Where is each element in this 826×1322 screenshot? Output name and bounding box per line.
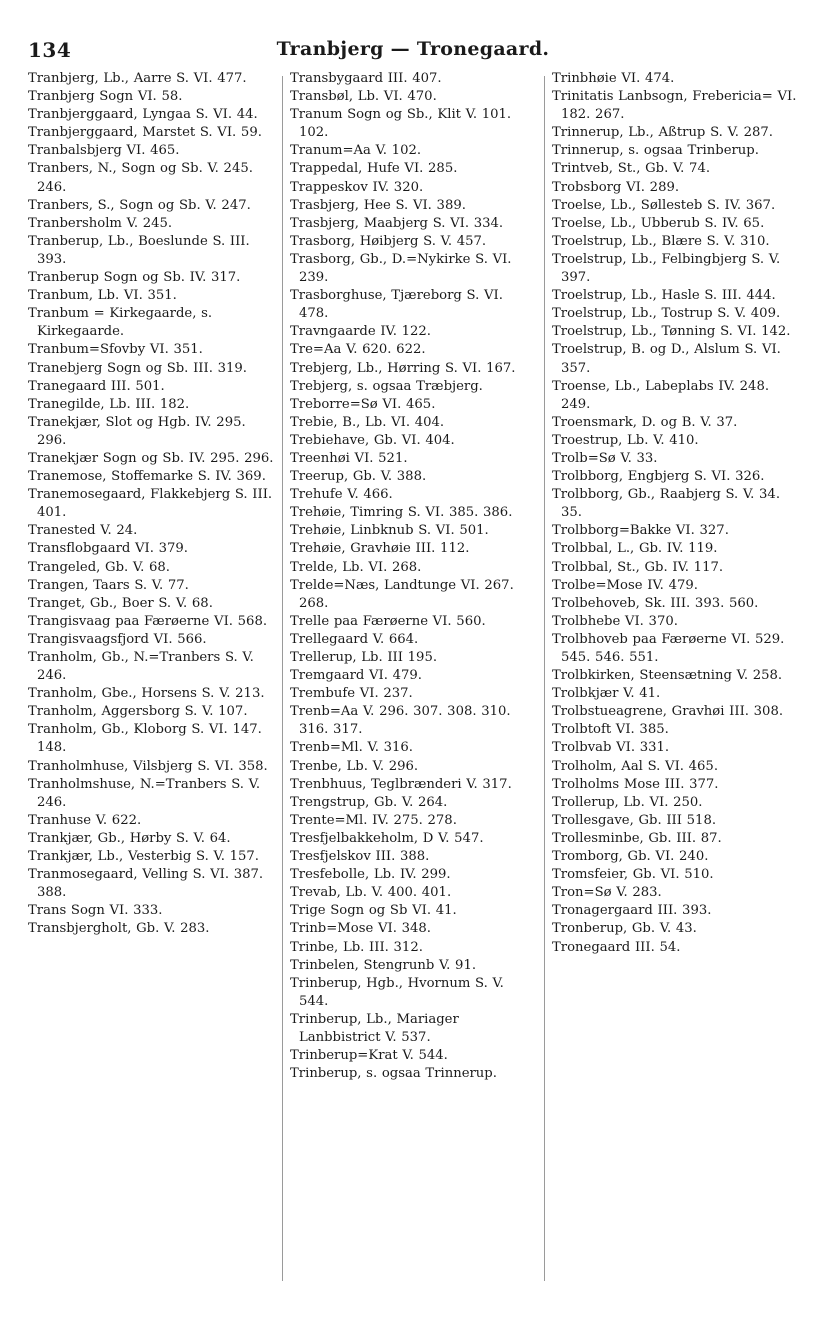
index-entry: Tronberup, Gb. V. 43. (552, 921, 697, 937)
index-entry: Tron=Sø V. 283. (552, 885, 662, 901)
index-entry: Trappeskov IV. 320. (290, 179, 424, 195)
index-columns (28, 70, 798, 1300)
index-entry: Tranested V. 24. (28, 523, 138, 539)
index-entry: Trellerup, Lb. III 195. (290, 650, 438, 665)
index-entry: Tranbjerg, Lb., Aarre S. VI. 477. (28, 71, 247, 86)
index-entry: Trolholms Mose III. 377. (552, 776, 719, 792)
index-entry: Trolbkirken, Steensætning V. 258. (552, 668, 783, 684)
index-entry: Tranbers, N., Sogn og Sb. V. 245. 246. (28, 161, 253, 195)
index-entry: Tranegilde, Lb. III. 182. (28, 396, 190, 412)
index-entry: Transbygaard III. 407. (290, 71, 442, 86)
index-entry: Tre=Aa V. 620. 622. (290, 342, 426, 358)
index-entry: Trollesminbe, Gb. III. 87. (552, 830, 722, 846)
index-entry: Tranegaard III. 501. (28, 378, 165, 394)
index-entry: Tranemose, Stoffemarke S. IV. 369. (28, 469, 266, 485)
index-entry: Trige Sogn og Sb VI. 41. (290, 903, 457, 919)
index-entry: Trolbborg, Gb., Raabjerg S. V. 34. 35. (552, 487, 781, 521)
index-entry: Trelle paa Færøerne VI. 560. (290, 613, 486, 629)
index-entry: Troensmark, D. og B. V. 37. (552, 414, 738, 430)
index-entry: Tresfjelbakkeholm, D V. 547. (290, 830, 484, 846)
index-entry: Trans Sogn VI. 333. (28, 903, 163, 919)
index-column-2 (290, 70, 536, 1300)
index-entry: Tranberup, Lb., Boeslunde S. III. 393. (28, 233, 250, 267)
index-entry: Tranholm, Aggersborg S. V. 107. (28, 704, 248, 720)
index-entry: Trehøie, Gravhøie III. 112. (290, 541, 470, 557)
index-entry: Trolholm, Aal S. VI. 465. (552, 758, 719, 774)
column-divider (282, 76, 283, 1281)
index-entry: Tranholm, Gb., N.=Tranbers S. V. 246. (28, 650, 254, 684)
index-entry: Trinberup, Hgb., Hvornum S. V. 544. (290, 975, 504, 1009)
index-entry: Tresfebolle, Lb. IV. 299. (290, 867, 451, 883)
running-title: Tranbjerg — Tronegaard. (276, 38, 550, 60)
index-entry: Troelstrup, B. og D., Alslum S. VI. 357. (552, 342, 781, 376)
index-entry: Trankjær, Gb., Hørby S. V. 64. (28, 830, 231, 846)
index-entry: Tranum=Aa V. 102. (290, 143, 422, 159)
index-entry: Trolbbal, St., Gb. IV. 117. (552, 559, 724, 575)
index-entry: Trinberup=Krat V. 544. (290, 1048, 448, 1064)
index-entry: Trolbbal, L., Gb. IV. 119. (552, 541, 718, 557)
index-entry: Tranholm, Gbe., Horsens S. V. 213. (28, 686, 265, 702)
index-entry: Trasborg, Gb., D.=Nykirke S. VI. 239. (290, 251, 512, 286)
index-entry: Trenbe, Lb. V. 296. (290, 758, 419, 774)
index-entry: Trollesgave, Gb. III 518. (552, 812, 717, 828)
index-entry: Troelstrup, Lb., Felbingbjerg S. V. 397. (552, 251, 781, 286)
index-entry: Trolb=Sø V. 33. (552, 450, 658, 466)
index-entry: Trolbtoft VI. 385. (552, 722, 669, 738)
index-entry: Trebjerg, Lb., Hørring S. VI. 167. (290, 360, 516, 376)
index-entry: Tranemosegaard, Flakkebjerg S. III. 401. (28, 487, 273, 521)
index-entry: Trolbhoveb paa Færøerne VI. 529. 545. 546. 551. (552, 631, 785, 665)
index-entry: Tranebjerg Sogn og Sb. III. 319. (28, 360, 247, 376)
index-entry: Treborre=Sø VI. 465. (290, 396, 436, 412)
index-entry: Trasbjerg, Hee S. VI. 389. (290, 197, 466, 213)
index-entry: Tranget, Gb., Boer S. V. 68. (28, 595, 213, 611)
index-entry: Troestrup, Lb. V. 410. (552, 432, 699, 448)
index-entry: Travngaarde IV. 122. (290, 324, 431, 340)
index-entry: Trinbelen, Stengrunb V. 91. (290, 957, 477, 973)
index-entry: Tranbalsbjerg VI. 465. (28, 143, 180, 159)
index-entry: Trolbkjær V. 41. (552, 686, 661, 702)
index-entry: Tromborg, Gb. VI. 240. (552, 849, 709, 865)
index-entry: Troense, Lb., Labeplabs IV. 248. 249. (552, 378, 770, 412)
index-entry: Tranholmshuse, N.=Tranbers S. V. 246. (28, 776, 261, 810)
index-entry: Trenb=Aa V. 296. 307. 308. 310. 316. 317. (290, 704, 511, 738)
index-entry: Tranbjerg Sogn VI. 58. (28, 89, 183, 105)
index-entry: Trengstrup, Gb. V. 264. (290, 794, 448, 810)
page-number: 134 (28, 38, 72, 62)
index-entry: Trehufe V. 466. (290, 487, 393, 503)
index-entry: Trebjerg, s. ogsaa Træbjerg. (290, 378, 483, 394)
index-entry: Trintveb, St., Gb. V. 74. (552, 161, 711, 177)
index-entry: Trevab, Lb. V. 400. 401. (290, 885, 452, 901)
index-entry: Trolbborg=Bakke VI. 327. (552, 523, 729, 539)
index-entry: Tranbjerggaard, Lyngaa S. VI. 44. (28, 107, 258, 123)
index-entry: Tranbjerggaard, Marstet S. VI. 59. (28, 125, 262, 141)
index-entry: Tremgaard VI. 479. (290, 668, 422, 684)
index-entry: Trangisvaagsfjord VI. 566. (28, 631, 207, 647)
index-entry: Trehøie, Linbknub S. VI. 501. (290, 523, 489, 539)
index-entry: Tranbum=Sfovby VI. 351. (28, 342, 203, 358)
index-entry: Trinbhøie VI. 474. (552, 71, 675, 86)
index-entry: Trinberup, s. ogsaa Trinnerup. (290, 1066, 497, 1082)
index-entry: Trasborg, Høibjerg S. V. 457. (290, 233, 487, 249)
index-entry: Trangen, Taars S. V. 77. (28, 577, 189, 593)
index-entry: Trellegaard V. 664. (290, 631, 419, 647)
index-entry: Trangeled, Gb. V. 68. (28, 559, 170, 575)
index-entry: Tronegaard III. 54. (552, 939, 681, 955)
index-entry: Trebie, B., Lb. VI. 404. (290, 414, 445, 430)
index-entry: Trelde=Næs, Landtunge VI. 267. 268. (290, 577, 514, 611)
index-entry: Trasborghuse, Tjæreborg S. VI. 478. (290, 288, 503, 322)
index-entry: Trinitatis Lanbsogn, Frebericia= VI. 182. 267. (552, 89, 797, 123)
index-entry: Tresfjelskov III. 388. (290, 849, 430, 865)
index-entry: Troelstrup, Lb., Blære S. V. 310. (552, 233, 770, 249)
index-entry: Troelse, Lb., Søllesteb S. IV. 367. (552, 197, 776, 213)
index-entry: Trobsborg VI. 289. (552, 179, 680, 195)
index-entry: Transbøl, Lb. VI. 470. (290, 89, 437, 105)
index-entry: Trolbe=Mose IV. 479. (552, 577, 698, 593)
index-entry: Tranekjær Sogn og Sb. IV. 295. 296. (28, 450, 274, 466)
index-entry: Transbjergholt, Gb. V. 283. (28, 921, 210, 937)
index-entry: Trolbvab VI. 331. (552, 740, 670, 756)
index-entry: Troelstrup, Lb., Tostrup S. V. 409. (552, 306, 781, 322)
index-entry: Tranhuse V. 622. (28, 812, 142, 828)
index-entry: Tronagergaard III. 393. (552, 903, 712, 919)
index-entry: Troelse, Lb., Ubberub S. IV. 65. (552, 215, 765, 231)
index-entry: Tranholm, Gb., Kloborg S. VI. 147. 148. (28, 722, 262, 756)
index-column-1 (28, 70, 274, 1300)
index-entry: Trembufe VI. 237. (290, 686, 413, 702)
index-entry: Trebiehave, Gb. VI. 404. (290, 432, 455, 448)
index-entry: Trenb=Ml. V. 316. (290, 740, 413, 756)
index-entry: Tranberup Sogn og Sb. IV. 317. (28, 270, 241, 286)
column-divider (544, 76, 545, 1281)
index-entry: Troelstrup, Lb., Tønning S. VI. 142. (552, 324, 791, 340)
index-entry: Trolbstueagrene, Gravhøi III. 308. (552, 704, 784, 720)
index-entry: Trankjær, Lb., Vesterbig S. V. 157. (28, 849, 259, 865)
index-entry: Treenhøi VI. 521. (290, 450, 408, 466)
index-entry: Transflobgaard VI. 379. (28, 541, 188, 557)
index-entry: Tromsfeier, Gb. VI. 510. (552, 867, 714, 883)
index-entry: Trente=Ml. IV. 275. 278. (290, 812, 457, 828)
index-entry: Trolbborg, Engbjerg S. VI. 326. (552, 469, 765, 485)
index-entry: Troelstrup, Lb., Hasle S. III. 444. (552, 288, 776, 304)
index-entry: Trolbhebe VI. 370. (552, 613, 678, 629)
index-entry: Trinbe, Lb. III. 312. (290, 939, 423, 955)
index-entry: Tranbum, Lb. VI. 351. (28, 288, 177, 304)
index-entry: Trenbhuus, Teglbrænderi V. 317. (290, 776, 512, 792)
index-entry: Trollerup, Lb. VI. 250. (552, 794, 703, 810)
index-entry: Trinnerup, s. ogsaa Trinberup. (552, 143, 759, 159)
index-entry: Treerup, Gb. V. 388. (290, 469, 427, 485)
index-entry: Trinb=Mose VI. 348. (290, 921, 431, 937)
index-entry: Tranekjær, Slot og Hgb. IV. 295. 296. (28, 414, 246, 448)
index-entry: Tranbersholm V. 245. (28, 215, 173, 231)
index-entry: Trinnerup, Lb., Aßtrup S. V. 287. (552, 125, 773, 141)
index-entry: Trolbehoveb, Sk. III. 393. 560. (552, 595, 759, 611)
index-entry: Tranbum = Kirkegaarde, s. Kirkegaarde. (28, 306, 213, 340)
index-entry: Tranum Sogn og Sb., Klit V. 101. 102. (290, 107, 512, 141)
index-entry: Trasbjerg, Maabjerg S. VI. 334. (290, 215, 504, 231)
index-entry: Trangisvaag paa Færøerne VI. 568. (28, 613, 268, 629)
index-entry: Tranbers, S., Sogn og Sb. V. 247. (28, 197, 251, 213)
index-entry: Tranholmhuse, Vilsbjerg S. VI. 358. (28, 758, 268, 774)
index-entry: Trelde, Lb. VI. 268. (290, 559, 422, 575)
index-entry: Tranmosegaard, Velling S. VI. 387. 388. (28, 867, 264, 901)
index-entry: Trinberup, Lb., Mariager Lanbbistrict V. 537. (290, 1011, 459, 1045)
page-header (28, 28, 798, 60)
index-entry: Trappedal, Hufe VI. 285. (290, 161, 458, 177)
index-column-3 (552, 70, 798, 1300)
index-entry: Trehøie, Timring S. VI. 385. 386. (290, 505, 513, 521)
